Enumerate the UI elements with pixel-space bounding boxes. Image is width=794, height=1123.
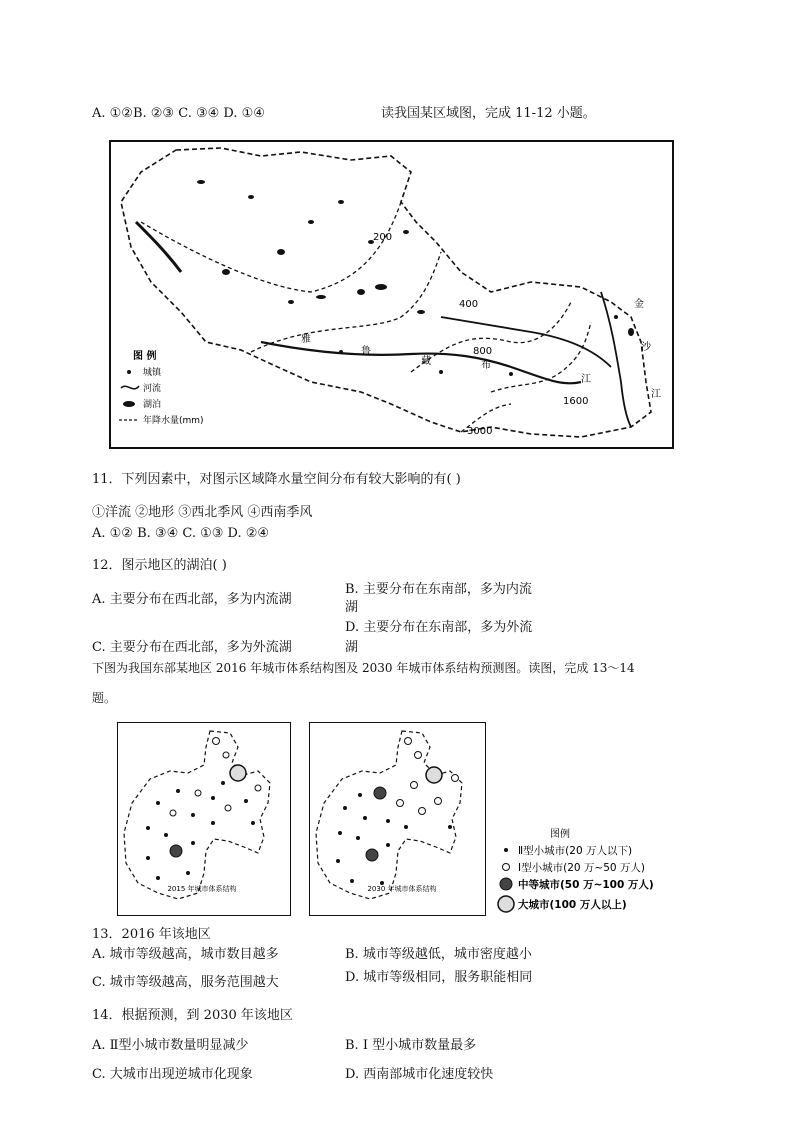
type2-small-city-icon bbox=[386, 843, 390, 847]
lake bbox=[375, 284, 387, 290]
lake bbox=[288, 300, 294, 304]
type1-small-city-icon bbox=[223, 752, 229, 758]
type2-small-city-icon bbox=[338, 831, 342, 835]
type1-small-city-icon bbox=[411, 782, 418, 789]
type2-small-city-icon bbox=[156, 801, 160, 805]
type1-small-city-icon bbox=[255, 785, 261, 791]
type1-small-city-icon bbox=[213, 738, 220, 745]
river-label: 布 bbox=[481, 360, 491, 371]
type1-small-city-icon bbox=[225, 805, 231, 811]
river-label: 江 bbox=[651, 389, 661, 400]
lake bbox=[248, 195, 254, 199]
type2-small-city-icon bbox=[343, 806, 347, 810]
legend-label: Ⅱ型小城市(20 万人以下) bbox=[518, 845, 633, 857]
type2-small-city-icon bbox=[191, 813, 195, 817]
lake bbox=[403, 230, 409, 234]
legend-label: 年降水量(mm) bbox=[143, 416, 204, 426]
legend-label: 湖泊 bbox=[143, 400, 162, 410]
lake bbox=[222, 269, 230, 275]
lake bbox=[277, 249, 285, 255]
q12-option-a: A. 主要分布在西北部，多为内流湖 bbox=[92, 592, 292, 607]
region-boundary bbox=[124, 731, 270, 899]
type2-small-city-icon bbox=[211, 821, 215, 825]
type2-small-city-icon bbox=[404, 825, 408, 829]
q11-stem: 11．下列因素中，对图示区域降水量空间分布有较大影响的有( ) bbox=[92, 472, 461, 487]
type2-small-city-icon bbox=[146, 856, 150, 860]
lake bbox=[338, 200, 344, 204]
contour-label: 1600 bbox=[563, 396, 589, 407]
town-dot bbox=[439, 370, 443, 374]
q14-option-b: B. I 型小城市数量最多 bbox=[345, 1038, 477, 1053]
lake bbox=[308, 220, 314, 224]
q14-option-d: D. 西南部城市化速度较快 bbox=[345, 1067, 494, 1082]
city-map-2030-drawing bbox=[310, 723, 485, 915]
lake bbox=[417, 310, 425, 314]
type2-small-city-icon bbox=[358, 793, 362, 797]
legend-label: 城镇 bbox=[143, 368, 162, 378]
type2-small-city-icon bbox=[146, 826, 150, 830]
type1-small-city-icon bbox=[195, 790, 201, 796]
q12-option-b-cont: 湖 bbox=[345, 600, 359, 615]
q11-factors: ①洋流 ②地形 ③西北季风 ④西南季风 bbox=[92, 505, 313, 520]
map-instruction: 读我国某区域图，完成 11-12 小题。 bbox=[381, 106, 596, 121]
type1-small-city-icon bbox=[435, 798, 442, 805]
contour-label: 3000 bbox=[467, 426, 493, 437]
town-legend-icon bbox=[127, 370, 131, 374]
river-label: 金 bbox=[634, 299, 644, 310]
type1-small-city-icon bbox=[397, 800, 404, 807]
contour-1600 bbox=[491, 322, 591, 392]
contour-label: 400 bbox=[459, 299, 479, 310]
type2-small-city-icon bbox=[386, 819, 390, 823]
large-city-icon bbox=[426, 767, 442, 783]
type1-small-city-icon bbox=[415, 752, 422, 759]
type2-small-city-icon bbox=[211, 796, 215, 800]
type1-small-city-icon bbox=[452, 775, 459, 782]
city-legend bbox=[494, 826, 694, 922]
q14-option-c: C. 大城市出现逆城市化现象 bbox=[92, 1067, 253, 1082]
q13-option-a: A. 城市等级越高，城市数目越多 bbox=[92, 947, 279, 962]
legend-label: 河流 bbox=[143, 384, 162, 394]
map-caption-2030: 2030 年城市体系结构 bbox=[367, 885, 437, 893]
legend-label: 大城市(100 万人以上) bbox=[518, 899, 627, 911]
town-dot bbox=[614, 315, 618, 319]
q12-option-d: D. 主要分布在东南部，多为外流 bbox=[345, 620, 533, 635]
type2-small-city-icon bbox=[356, 836, 360, 840]
river-label: 藏 bbox=[421, 356, 431, 367]
q12-option-c: C. 主要分布在西北部，多为外流湖 bbox=[92, 640, 292, 655]
type2-small-city-icon bbox=[448, 825, 452, 829]
map-caption-2015: 2015 年城市体系结构 bbox=[167, 885, 237, 893]
boundary-line bbox=[121, 148, 651, 437]
q13-option-b: B. 城市等级越低，城市密度越小 bbox=[345, 947, 532, 962]
contour-400 bbox=[251, 252, 441, 352]
large-city-icon bbox=[230, 765, 246, 781]
type2-small-city-icon bbox=[336, 859, 340, 863]
q13-stem: 13．2016 年该地区 bbox=[92, 927, 211, 942]
city-map-2015 bbox=[117, 722, 291, 916]
river-label: 江 bbox=[581, 374, 591, 385]
contour-200 bbox=[141, 202, 401, 292]
type1-small-city-icon bbox=[419, 808, 426, 815]
q13-option-d: D. 城市等级相同，服务职能相同 bbox=[345, 970, 533, 985]
legend-label: Ⅰ型小城市(20 万~50 万人) bbox=[518, 862, 645, 874]
type2-small-city-icon bbox=[186, 871, 190, 875]
city-map-2015-drawing bbox=[118, 723, 290, 915]
type2-small-city-icon bbox=[251, 821, 255, 825]
lake bbox=[357, 289, 365, 295]
lake bbox=[316, 295, 326, 299]
type2-small-city-icon bbox=[164, 833, 168, 837]
q14-option-a: A. Ⅱ型小城市数量明显减少 bbox=[92, 1038, 249, 1053]
type2-small-city-icon bbox=[363, 816, 367, 820]
region-map-drawing bbox=[111, 142, 672, 447]
q11-options: A. ①② B. ③④ C. ①③ D. ②④ bbox=[92, 526, 270, 541]
large-city-icon bbox=[498, 896, 514, 912]
medium-city-icon bbox=[366, 849, 378, 861]
legend-label: 中等城市(50 万~100 万人) bbox=[518, 879, 654, 891]
q14-stem: 14．根据预测，到 2030 年该地区 bbox=[92, 1008, 293, 1023]
town-dot bbox=[509, 372, 513, 376]
river-label: 鲁 bbox=[361, 346, 371, 357]
city-legend-drawing bbox=[494, 826, 694, 922]
river-label: 雅 bbox=[301, 334, 311, 345]
type2-small-city-icon bbox=[156, 876, 160, 880]
q12-option-b: B. 主要分布在东南部，多为内流 bbox=[345, 582, 532, 597]
lake bbox=[628, 328, 634, 336]
type2-small-city-icon bbox=[350, 879, 354, 883]
q13-option-c: C. 城市等级越高，服务范围越大 bbox=[92, 975, 279, 990]
river-label: 沙 bbox=[641, 342, 651, 353]
type2-small-city-icon bbox=[191, 841, 195, 845]
map-legend-title: 图 例 bbox=[133, 351, 157, 362]
town-dot bbox=[339, 350, 343, 354]
city-intro-line1: 下图为我国东部某地区 2016 年城市体系结构图及 2030 年城市体系结构预测图。读图，完成 13～14 bbox=[92, 661, 635, 675]
river-legend-icon bbox=[121, 386, 139, 389]
type1-small-city-icon bbox=[405, 738, 412, 745]
contour-label: 200 bbox=[373, 232, 393, 243]
medium-city-icon bbox=[170, 845, 182, 857]
region-boundary bbox=[316, 731, 462, 899]
previous-options: A. ①②B. ②③ C. ③④ D. ①④ bbox=[92, 106, 265, 121]
type2-small-city-icon bbox=[244, 799, 248, 803]
contour-label: 800 bbox=[473, 346, 493, 357]
region-map bbox=[109, 140, 674, 449]
type2-small-city-icon bbox=[504, 848, 508, 852]
type2-small-city-icon bbox=[176, 789, 180, 793]
q12-stem: 12．图示地区的湖泊( ) bbox=[92, 558, 227, 573]
medium-city-icon bbox=[374, 787, 386, 799]
city-legend-title: 图例 bbox=[550, 829, 570, 840]
city-intro-line2: 题。 bbox=[92, 691, 117, 705]
city-map-2030 bbox=[309, 722, 486, 916]
type2-small-city-icon bbox=[221, 781, 225, 785]
q12-option-d-cont: 湖 bbox=[345, 640, 359, 655]
type1-small-city-icon bbox=[503, 864, 510, 871]
medium-city-icon bbox=[500, 878, 512, 890]
type1-small-city-icon bbox=[170, 810, 176, 816]
lake-legend-icon bbox=[123, 401, 135, 407]
east-river bbox=[601, 292, 631, 427]
lake bbox=[197, 180, 205, 184]
west-lake-river bbox=[136, 222, 181, 272]
